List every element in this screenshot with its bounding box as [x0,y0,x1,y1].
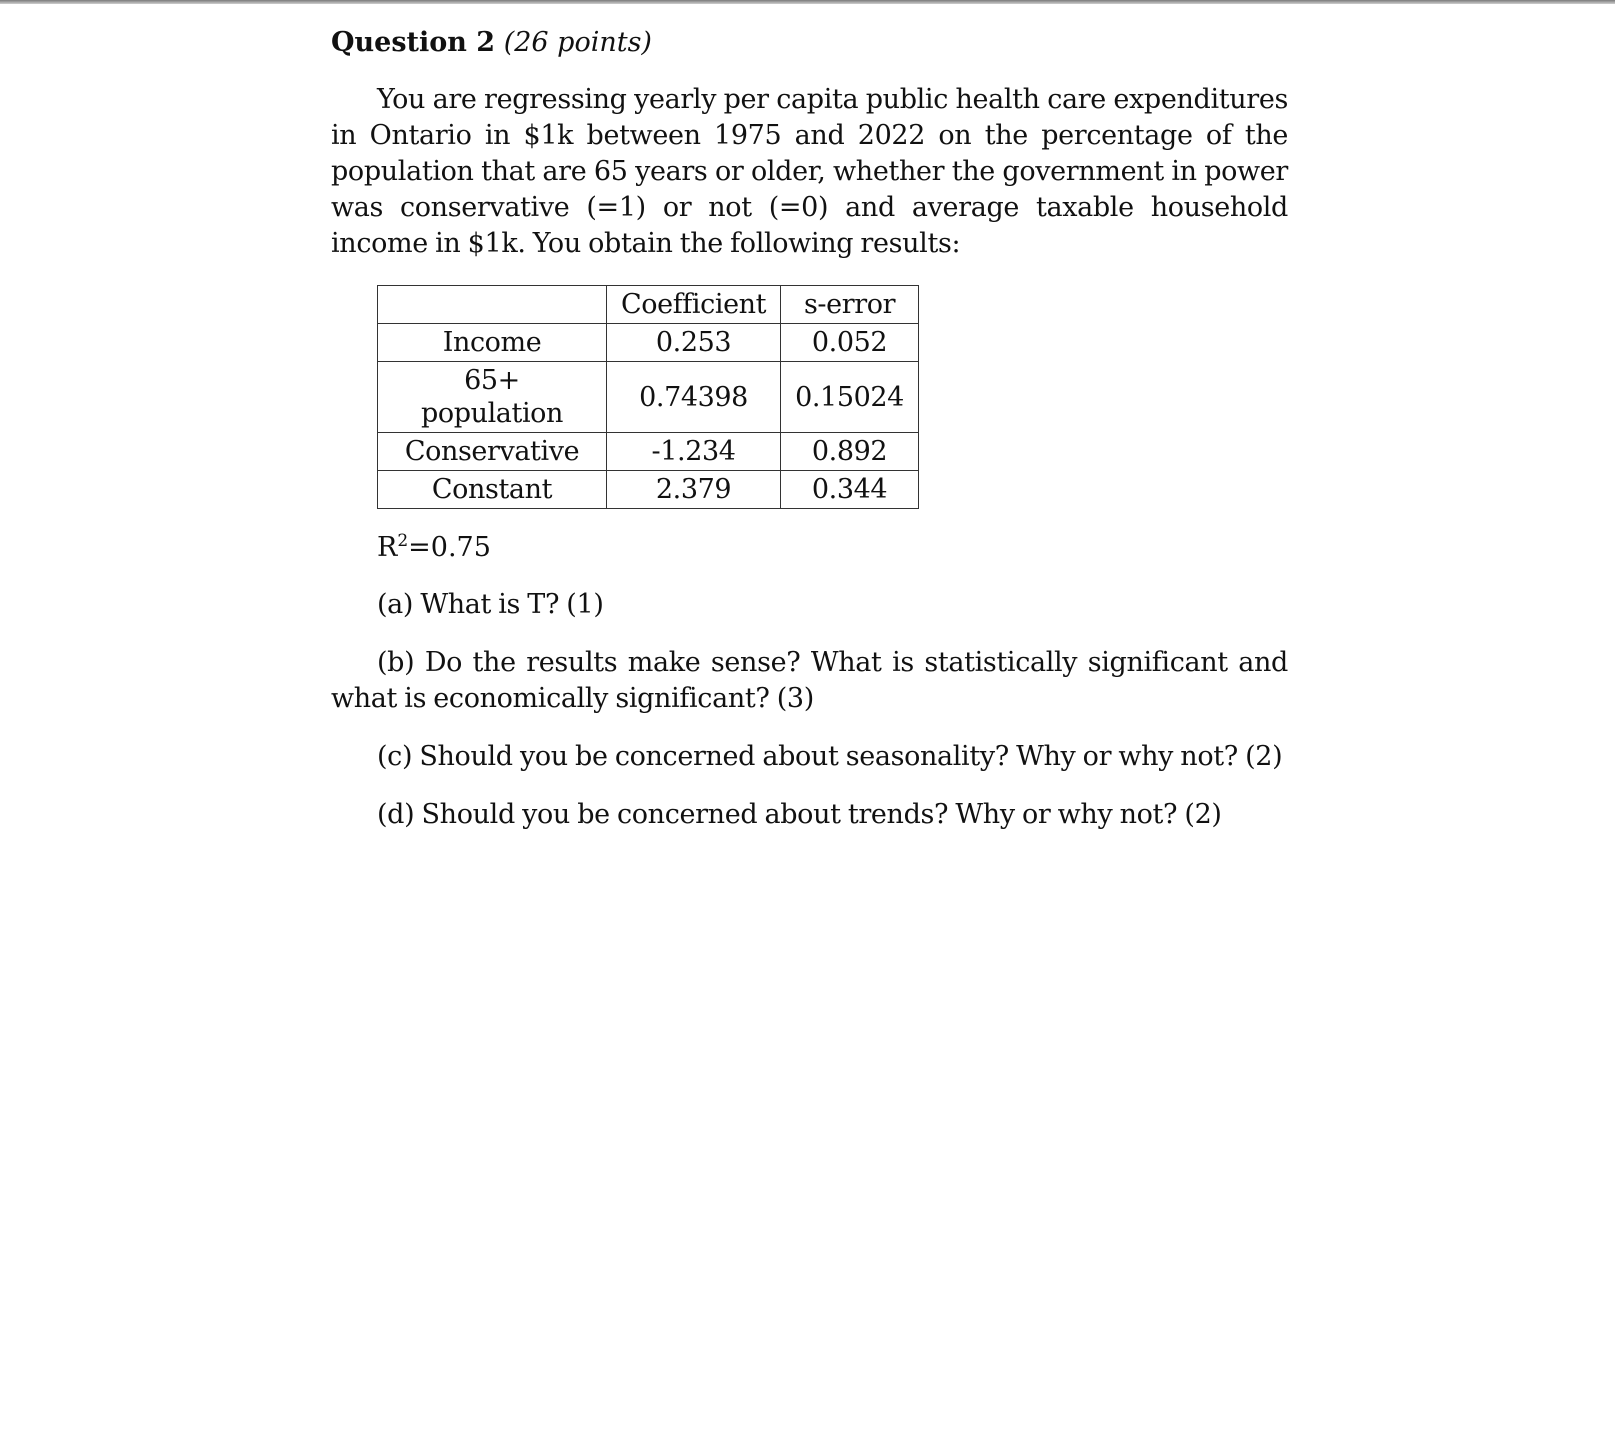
question-part-d: (d) Should you be concerned about trends? Why or why not? (2) [377,799,1222,830]
question-intro: You are regressing yearly per capita public health care expenditures in Ontario in $1k between 1975 and 2022 on the percentage of the population that are 65 years or older, whether the government in power was conservative (=1) or not (=0) and average taxable household income in $1k. You obtain the following results: [331,84,1288,259]
table-header-row [378,286,919,324]
r-squared [377,531,1288,565]
question-label: Question 2 [331,27,496,58]
coefficient-cell: 2.379 [607,471,781,509]
variable-name-cell: Constant [378,471,607,509]
question-part-b: (b) Do the results make sense? What is statistically significant and what is economically significant? (3) [331,647,1288,714]
standard-error-cell: 0.052 [781,324,919,362]
coefficient-cell: 0.253 [607,324,781,362]
coefficient-cell: -1.234 [607,433,781,471]
r-squared-exponent: 2 [397,531,409,551]
r-squared-symbol: R [377,532,398,563]
table-row [378,433,919,471]
variable-name-cell: 65+ population [378,362,607,433]
standard-error-cell: 0.15024 [781,362,919,433]
table-row [378,362,919,433]
standard-error-cell: 0.892 [781,433,919,471]
table-row [378,471,919,509]
coefficient-cell: 0.74398 [607,362,781,433]
table-header-cell: s-error [781,286,919,324]
standard-error-cell: 0.344 [781,471,919,509]
regression-results-table [377,285,919,509]
question-part-a: (a) What is T? (1) [377,589,604,620]
table-row [378,324,919,362]
r-squared-value: =0.75 [408,532,491,563]
table-header-cell [378,286,607,324]
question-heading [331,26,1288,60]
variable-name-cell: Income [378,324,607,362]
variable-name-cell: Conservative [378,433,607,471]
question-points: (26 points) [503,27,652,58]
document-page [331,26,1288,833]
top-border [0,0,1615,4]
question-part-c: (c) Should you be concerned about seasonality? Why or why not? (2) [377,741,1283,772]
table-header-cell: Coefficient [607,286,781,324]
